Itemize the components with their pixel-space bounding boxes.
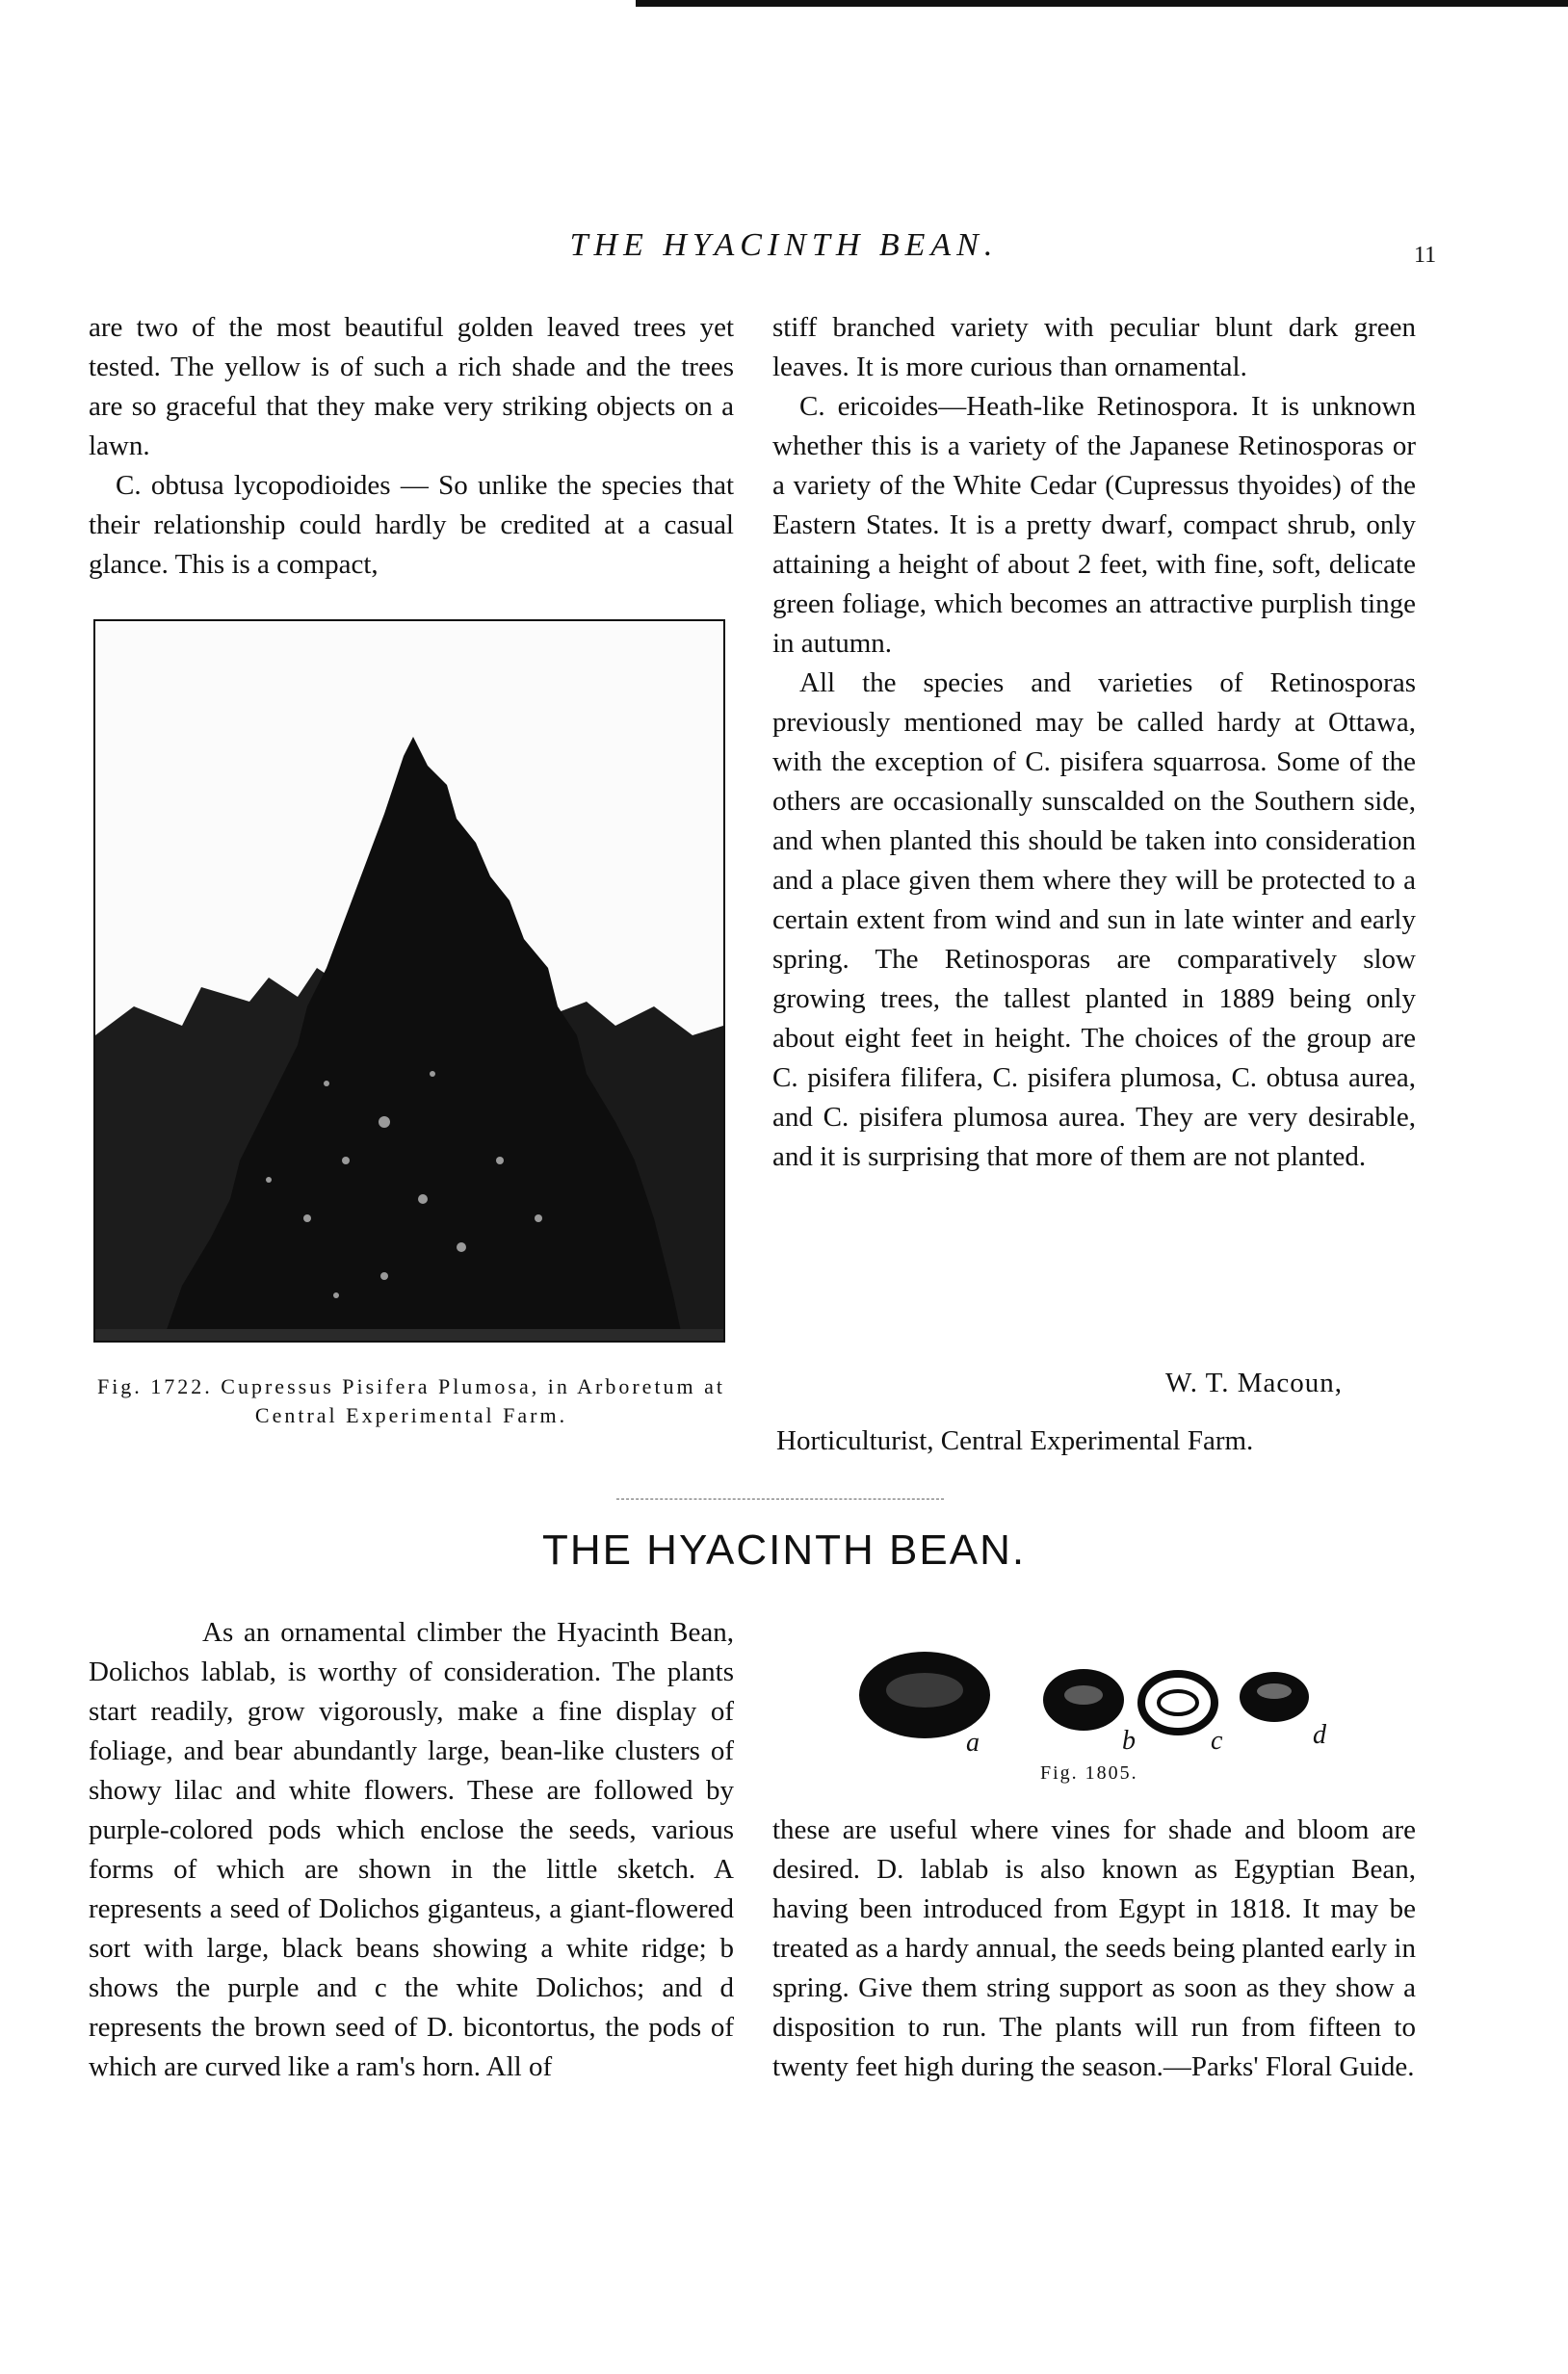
- article2-column-left: [89, 1613, 734, 2087]
- paragraph: stiff branched variety with peculiar blunt dark green leaves. It is more curious than ornamental.: [772, 312, 1416, 382]
- paragraph: All the species and varieties of Retinosporas previously mentioned may be called hardy at Ottawa, with the exception of C. pisifera squarrosa. Some of the others are occasionally sunscalded on the Southern side, and when planted this should be taken into consideration and a place given them where they will be protected to a certain extent from wind and sun in late winter and early spring. The Retinosporas are comparatively slow growing trees, the tallest planted in 1889 being only about eight feet in height. The choices of the group are C. pisifera filifera, C. pisifera plumosa, C. obtusa aurea, and C. pisifera plumosa aurea. They are very desirable, and it is surprising that more of them are not planted.: [772, 667, 1416, 1172]
- article1-column-right: [772, 308, 1416, 1177]
- bean-label-d: d: [1313, 1720, 1326, 1750]
- author-signature: W. T. Macoun,: [1165, 1368, 1344, 1398]
- bean-label-c: c: [1211, 1726, 1223, 1756]
- paragraph: are two of the most beautiful golden leaved trees yet tested. The yellow is of such a rich shade and the trees are so graceful that they make very striking objects on a lawn.: [89, 312, 734, 461]
- bean-seeds-illustration: [852, 1637, 1353, 1762]
- top-border-rule: [636, 0, 1568, 7]
- paragraph: these are useful where vines for shade and bloom are desired. D. lablab is also known as Egyptian Bean, having been introduced from Egypt in 1818. It may be treated as a hardy annual, the seeds being planted early in spring. Give them string support as soon as they show a disposition to run. The plants will run from fifteen to twenty feet high during the season.—Parks' Floral Guide.: [772, 1814, 1416, 2082]
- figure-caption: Fig. 1722. Cupressus Pisifera Plumosa, in Arboretum at Central Experimental Farm.: [96, 1374, 726, 1427]
- paragraph: As an ornamental climber the Hyacinth Bean, Dolichos lablab, is worthy of consideration. The plants start readily, grow vigorously, make a fine display of foliage, and bear abundantly large, bean-like clusters of showy lilac and white flowers. These are followed by purple-colored pods which enclose the seeds, various forms of which are shown in the little sketch. A represents a seed of Dolichos giganteus, a giant-flowered sort with large, black beans showing a white ridge; b shows the purple and c the white Dolichos; and d represents the brown seed of D. bicontortus, the pods of which are curved like a ram's horn. All of: [89, 1617, 734, 2082]
- page-number: 11: [1414, 243, 1437, 268]
- section-divider: [616, 1499, 944, 1500]
- paragraph: C. ericoides—Heath-like Retinospora. It is unknown whether this is a variety of the Japanese Retinosporas or a variety of the White Cedar (Cupressus thyoides) of the Eastern States. It is a pretty dwarf, compact shrub, only attaining a height of about 2 feet, with fine, soft, delicate green foliage, which becomes an attractive purplish tinge in autumn.: [772, 391, 1416, 659]
- article1-column-left: [89, 308, 734, 585]
- tree-photograph: [93, 619, 725, 1343]
- cypress-tree-illustration: [95, 621, 723, 1341]
- paragraph: C. obtusa lycopodioides — So unlike the species that their relationship could hardly be credited at a casual glance. This is a compact,: [89, 470, 734, 580]
- bean-label-a: a: [966, 1728, 980, 1758]
- author-affiliation: Horticulturist, Central Experimental Farm.: [776, 1425, 1254, 1456]
- bean-label-b: b: [1122, 1726, 1136, 1756]
- article2-column-right: [772, 1811, 1416, 2087]
- figure-caption: Fig. 1805.: [1040, 1762, 1138, 1784]
- running-title: THE HYACINTH BEAN.: [569, 227, 999, 263]
- article-title: THE HYACINTH BEAN.: [541, 1526, 1027, 1574]
